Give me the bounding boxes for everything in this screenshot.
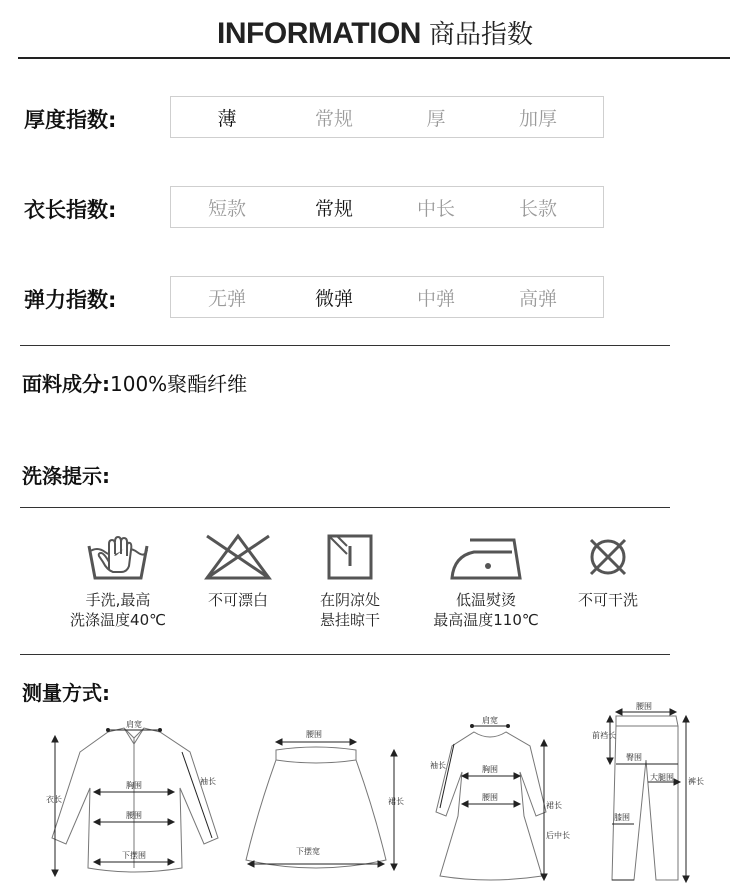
dress-back-length-label: 后中长 xyxy=(546,831,570,840)
dress-sleeve-label: 袖长 xyxy=(430,761,446,770)
index-scale xyxy=(170,276,604,318)
shirt-measure-diagram xyxy=(40,718,230,888)
skirt-length-label: 裙长 xyxy=(388,797,404,806)
care-text-line1: 手洗,最高 xyxy=(85,591,151,609)
care-label: 洗涤提示: xyxy=(22,464,110,488)
dress-length-label: 裙长 xyxy=(546,801,562,810)
care-item-shade-dry xyxy=(300,532,400,630)
care-text-line1: 在阴凉处 xyxy=(319,591,380,609)
skirt-waist-label: 腰围 xyxy=(306,730,322,739)
index-option: 加厚 xyxy=(518,107,557,130)
pants-length-label: 裤长 xyxy=(688,777,704,786)
no-dry-clean-icon xyxy=(583,532,633,582)
shirt-chest-label: 胸围 xyxy=(126,781,142,790)
divider xyxy=(20,345,670,346)
shirt-length-label: 衣长 xyxy=(46,795,62,804)
title-divider xyxy=(18,57,730,59)
index-option: 常规 xyxy=(314,107,353,130)
care-item-no-bleach xyxy=(188,532,288,610)
title-chinese: 商品指数 xyxy=(428,20,533,50)
pants-waist-label: 腰围 xyxy=(636,702,652,711)
skirt-hem-label: 下摆宽 xyxy=(296,847,320,856)
care-item-hand-wash xyxy=(48,532,188,630)
index-option-selected: 微弹 xyxy=(314,287,353,310)
pants-measure-diagram xyxy=(590,700,704,886)
no-bleach-icon xyxy=(203,532,273,582)
dress-chest-label: 胸围 xyxy=(482,765,498,774)
care-text-line2: 最高温度110℃ xyxy=(433,611,539,629)
measurement-label: 测量方式: xyxy=(22,681,110,705)
care-text-line1: 不可干洗 xyxy=(577,591,638,609)
care-text-line2: 洗涤温度40℃ xyxy=(70,611,166,629)
care-text-line1: 低温熨烫 xyxy=(455,591,516,609)
dress-shoulder-label: 肩宽 xyxy=(482,716,498,725)
care-text-line2: 悬挂晾干 xyxy=(319,611,380,629)
hand-wash-icon xyxy=(85,532,151,582)
index-label: 弹力指数: xyxy=(24,288,117,312)
low-iron-icon xyxy=(448,532,524,582)
dress-measure-diagram xyxy=(428,716,578,886)
shirt-hem-label: 下摆围 xyxy=(122,851,146,860)
page-title xyxy=(0,14,750,51)
care-item-low-iron xyxy=(412,532,560,630)
care-item-no-dry-clean xyxy=(562,532,654,610)
shade-dry-icon xyxy=(325,532,375,582)
index-option-selected: 薄 xyxy=(217,107,237,130)
index-option: 中长 xyxy=(416,197,455,220)
care-text-line1: 不可漂白 xyxy=(207,591,268,609)
shirt-sleeve-label: 袖长 xyxy=(200,777,216,786)
index-label: 厚度指数: xyxy=(24,108,117,132)
pants-thigh-label: 大腿围 xyxy=(650,773,674,782)
index-option: 短款 xyxy=(207,197,246,220)
composition-label: 面料成分: xyxy=(22,372,110,396)
composition-row xyxy=(22,368,247,397)
title-english: INFORMATION xyxy=(217,17,421,50)
index-option-selected: 常规 xyxy=(314,197,353,220)
pants-hip-label: 臀围 xyxy=(626,753,642,762)
index-option: 厚 xyxy=(426,107,446,130)
divider xyxy=(20,654,670,655)
index-scale xyxy=(170,96,604,138)
index-option: 中弹 xyxy=(416,287,455,310)
index-option: 长款 xyxy=(518,197,557,220)
composition-value: 100%聚酯纤维 xyxy=(110,372,248,396)
pants-knee-label: 膝围 xyxy=(614,813,630,822)
shirt-waist-label: 腰围 xyxy=(126,811,142,820)
divider xyxy=(20,507,670,508)
skirt-measure-diagram xyxy=(240,720,410,880)
dress-waist-label: 腰围 xyxy=(482,793,498,802)
shirt-shoulder-label: 肩宽 xyxy=(126,720,142,729)
index-option: 无弹 xyxy=(207,287,246,310)
index-scale xyxy=(170,186,604,228)
index-option: 高弹 xyxy=(518,287,557,310)
pants-front-rise-label: 前裆长 xyxy=(592,731,616,740)
index-label: 衣长指数: xyxy=(24,198,117,222)
